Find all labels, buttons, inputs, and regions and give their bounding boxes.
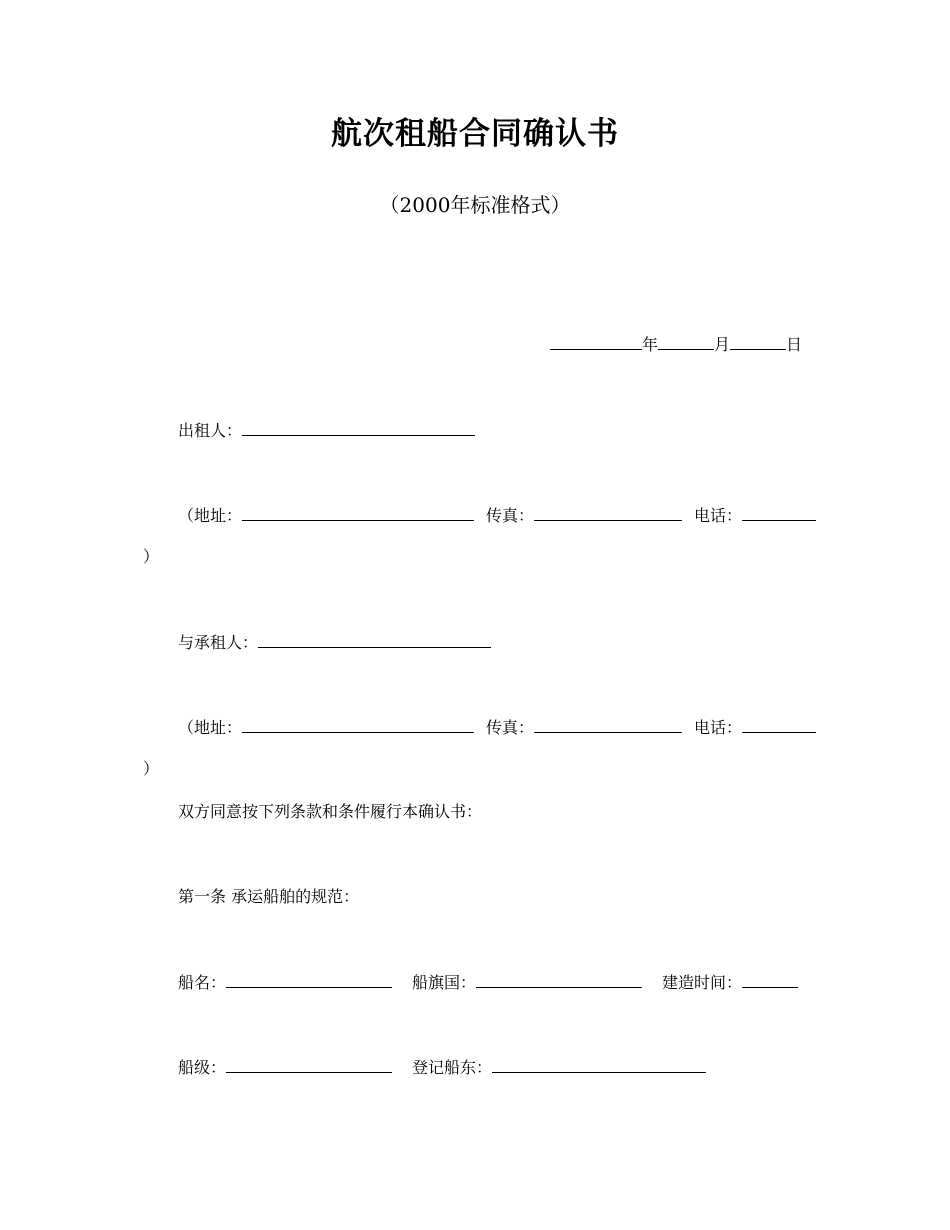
lessor-phone-label: 电话： xyxy=(694,506,743,525)
lessor-line xyxy=(178,418,475,443)
document-title: 航次租船合同确认书 xyxy=(331,116,619,152)
lessor-phone-blank[interactable] xyxy=(742,503,816,521)
lessee-label: 与承租人： xyxy=(178,633,259,652)
lessee-contact-line xyxy=(178,715,816,740)
lessee-fax-blank[interactable] xyxy=(534,715,682,733)
lessee-address-blank[interactable] xyxy=(242,715,474,733)
build-date-blank[interactable] xyxy=(742,970,798,988)
owner-label: 登记船东： xyxy=(412,1058,493,1077)
article-1-heading: 第一条 承运船舶的规范： xyxy=(178,887,360,906)
lessor-name-blank[interactable] xyxy=(242,418,475,436)
ship-name-blank[interactable] xyxy=(226,970,392,988)
lessor-close-paren: ） xyxy=(143,547,160,566)
class-label: 船级： xyxy=(178,1058,227,1077)
ship-info-line xyxy=(178,970,798,995)
ship-class-line xyxy=(178,1055,706,1080)
year-suffix: 年 xyxy=(642,335,659,354)
lessor-contact-line xyxy=(178,503,816,528)
year-blank[interactable] xyxy=(550,332,642,350)
agreement-statement: 双方同意按下列条款和条件履行本确认书： xyxy=(178,802,483,821)
lessor-label: 出租人： xyxy=(178,421,243,440)
month-blank[interactable] xyxy=(658,332,714,350)
lessee-name-blank[interactable] xyxy=(258,630,491,648)
lessor-fax-blank[interactable] xyxy=(534,503,682,521)
flag-label: 船旗国： xyxy=(412,973,477,992)
lessee-phone-label: 电话： xyxy=(694,718,743,737)
date-line xyxy=(550,332,802,357)
owner-blank[interactable] xyxy=(492,1055,706,1073)
day-blank[interactable] xyxy=(730,332,786,350)
flag-blank[interactable] xyxy=(476,970,642,988)
lessor-fax-label: 传真： xyxy=(486,506,535,525)
lessee-line xyxy=(178,630,491,655)
day-suffix: 日 xyxy=(786,335,803,354)
document-subtitle: （2000年标准格式） xyxy=(379,193,571,217)
ship-name-label: 船名： xyxy=(178,973,227,992)
month-suffix: 月 xyxy=(714,335,731,354)
build-date-label: 建造时间： xyxy=(662,973,743,992)
lessee-phone-blank[interactable] xyxy=(742,715,816,733)
class-blank[interactable] xyxy=(226,1055,392,1073)
lessee-fax-label: 传真： xyxy=(486,718,535,737)
lessee-address-label: （地址： xyxy=(178,718,243,737)
lessor-address-label: （地址： xyxy=(178,506,243,525)
lessor-address-blank[interactable] xyxy=(242,503,474,521)
lessee-close-paren: ） xyxy=(143,759,160,778)
